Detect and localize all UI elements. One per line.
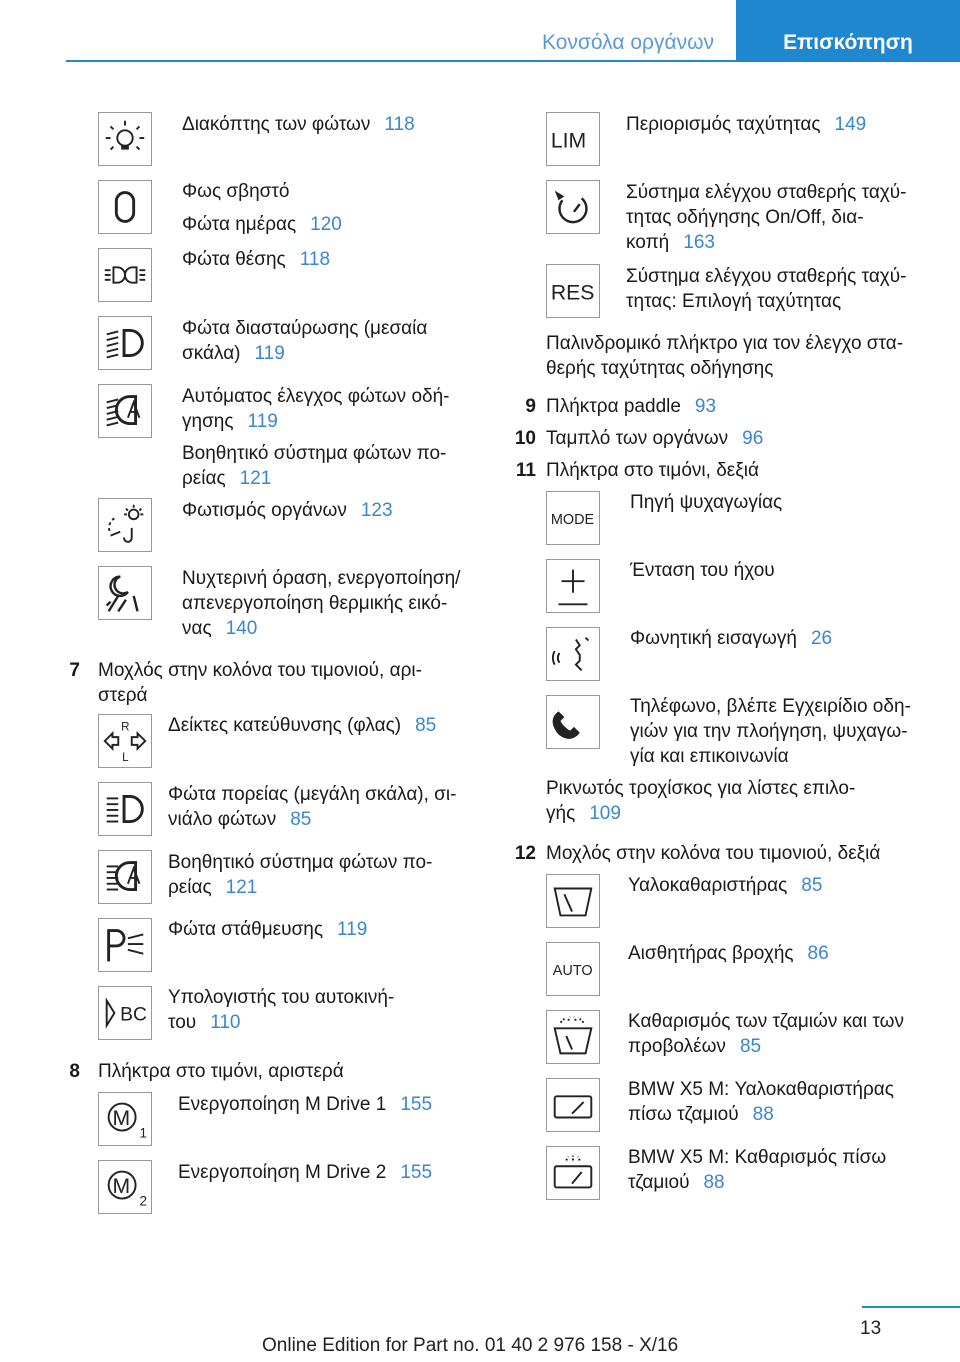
item-text: νας bbox=[182, 618, 212, 639]
page-ref: 93 bbox=[694, 396, 717, 417]
item-text: Παλινδρομικό πλήκτρο για τον έλεγχο στα- bbox=[546, 333, 904, 354]
item-text: τητας οδήγησης On/Off, δια- bbox=[626, 207, 864, 228]
light-off-icon bbox=[98, 180, 152, 234]
page-ref: 85 bbox=[739, 1036, 762, 1057]
item-text: απενεργοποίηση θερμικής εικό- bbox=[182, 593, 448, 614]
voice-input-icon bbox=[546, 627, 600, 681]
item-text: BMW X5 M: Καθαρισμός πίσω bbox=[628, 1147, 887, 1168]
item-text: Αισθητήρας βροχής bbox=[628, 943, 794, 964]
page-ref: 123 bbox=[360, 500, 393, 521]
section-heading: Μοχλός στην κολόνα του τιμονιού, δεξιά bbox=[546, 843, 881, 864]
item-text: γησης bbox=[182, 411, 234, 432]
page-ref: 119 bbox=[254, 343, 285, 364]
section-number: 8 bbox=[69, 1061, 80, 1082]
item-text: ρείας bbox=[168, 877, 212, 898]
page-ref: 140 bbox=[225, 618, 258, 639]
volume-icon bbox=[546, 559, 600, 613]
bc-icon bbox=[98, 986, 152, 1040]
item-text: Βοηθητικό σύστημα φώτων πο- bbox=[168, 852, 433, 873]
item-text: Φώτα πορείας (μεγάλη σκάλα), σι- bbox=[168, 784, 457, 805]
svg-text:R: R bbox=[121, 721, 130, 734]
turn-signal-icon bbox=[98, 714, 152, 768]
section-title: Κονσόλα οργάνων bbox=[542, 31, 714, 54]
item-text: Φώτα διασταύρωσης (μεσαία bbox=[182, 318, 428, 339]
item-text: Καθαρισμός των τζαμιών και των bbox=[628, 1011, 904, 1032]
page-ref: 120 bbox=[310, 214, 342, 235]
section-heading: Μοχλός στην κολόνα του τιμονιού, αρι- bbox=[98, 660, 422, 681]
item-text: Αυτόματος έλεγχος φώτων οδή- bbox=[182, 386, 450, 407]
item-text: Φώτα στάθμευσης bbox=[168, 919, 323, 940]
parking-light-icon bbox=[98, 918, 152, 972]
svg-text:RES: RES bbox=[550, 281, 595, 305]
item-text: Υαλοκαθαριστήρας bbox=[628, 875, 788, 896]
page-ref: 110 bbox=[210, 1012, 241, 1033]
page-ref: 121 bbox=[225, 877, 258, 898]
item-text: Υπολογιστής του αυτοκινή- bbox=[168, 987, 395, 1008]
light-switch-icon bbox=[98, 112, 152, 166]
mode-icon bbox=[546, 491, 600, 545]
section-heading: Πλήκτρα στο τιμόνι, αριστερά bbox=[98, 1061, 344, 1082]
page-ref: 163 bbox=[683, 232, 715, 253]
svg-text:MODE: MODE bbox=[550, 511, 595, 528]
page-ref: 88 bbox=[703, 1172, 725, 1193]
item-text: Σύστημα ελέγχου σταθερής ταχύ- bbox=[626, 182, 907, 203]
item-text: κοπή bbox=[626, 232, 670, 253]
parking-lights-icon bbox=[98, 248, 152, 302]
section-number: 10 bbox=[514, 428, 536, 449]
page-ref: 86 bbox=[807, 943, 829, 964]
page-ref: 85 bbox=[290, 809, 312, 830]
cruise-control-icon bbox=[546, 180, 600, 234]
res-icon bbox=[546, 264, 600, 318]
item-text: Διακόπτης των φώτων bbox=[182, 114, 371, 135]
page-ref: 118 bbox=[384, 114, 415, 135]
item-text: Φώτα θέσης bbox=[182, 249, 286, 270]
item-text: Ταμπλό των οργάνων bbox=[546, 428, 729, 449]
wiper-icon bbox=[546, 874, 600, 928]
bc-icon-label: BC bbox=[120, 1004, 147, 1026]
low-beam-icon bbox=[98, 316, 152, 370]
item-text: Σύστημα ελέγχου σταθερής ταχύ- bbox=[626, 266, 907, 287]
section-heading: Πλήκτρα στο τιμόνι, δεξιά bbox=[546, 460, 759, 481]
page-ref: 26 bbox=[810, 628, 833, 649]
item-text: Φωτισμός οργάνων bbox=[182, 500, 347, 521]
header-rule bbox=[66, 60, 960, 62]
section-number: 7 bbox=[69, 660, 80, 681]
item-text: Ένταση του ήχου bbox=[630, 560, 775, 581]
night-vision-icon bbox=[98, 566, 152, 620]
section-number: 11 bbox=[515, 460, 536, 481]
washer-icon bbox=[546, 1010, 600, 1064]
svg-text:M: M bbox=[112, 1174, 131, 1198]
item-text: τητας: Επιλογή ταχύτητας bbox=[626, 291, 842, 312]
lim-icon bbox=[546, 112, 600, 166]
item-text: Φωνητική εισαγωγή bbox=[630, 628, 797, 649]
page-number: 13 bbox=[860, 1318, 882, 1339]
item-text: Φώτα ημέρας bbox=[182, 214, 297, 235]
page-ref: 155 bbox=[400, 1162, 433, 1183]
page-ref: 119 bbox=[247, 411, 278, 432]
section-heading: στερά bbox=[98, 685, 148, 706]
m1-icon bbox=[98, 1092, 152, 1146]
page-ref: 118 bbox=[299, 249, 331, 270]
item-text: Ρικνωτός τροχίσκος για λίστες επιλο- bbox=[546, 778, 856, 799]
phone-icon bbox=[546, 695, 600, 749]
svg-text:M: M bbox=[112, 1106, 131, 1130]
item-text: Ενεργοποίηση M Drive 1 bbox=[178, 1094, 387, 1115]
item-text: Περιορισμός ταχύτητας bbox=[626, 114, 821, 135]
page-ref: 119 bbox=[337, 919, 368, 940]
page-ref: 149 bbox=[834, 114, 867, 135]
page-ref: 109 bbox=[589, 803, 621, 824]
item-text: Φως σβηστό bbox=[182, 181, 290, 202]
high-beam-assist-icon bbox=[98, 850, 152, 904]
item-text: γής bbox=[546, 803, 576, 824]
instrument-lighting-icon bbox=[98, 498, 152, 552]
item-text: BMW X5 M: Υαλοκαθαριστήρας bbox=[628, 1079, 894, 1100]
svg-text:LIM: LIM bbox=[550, 129, 587, 153]
item-text: Τηλέφωνο, βλέπε Εγχειρίδιο οδη- bbox=[630, 696, 911, 717]
section-number: 12 bbox=[514, 843, 536, 864]
svg-text:AUTO: AUTO bbox=[552, 962, 593, 979]
page-header bbox=[0, 0, 960, 62]
auto-icon bbox=[546, 942, 600, 996]
page-ref: 121 bbox=[239, 468, 272, 489]
item-text: Δείκτες κατεύθυνσης (φλας) bbox=[168, 715, 402, 736]
svg-text:2: 2 bbox=[139, 1193, 147, 1209]
item-text: θερής ταχύτητας οδήγησης bbox=[546, 358, 774, 379]
item-text: Ενεργοποίηση M Drive 2 bbox=[178, 1162, 387, 1183]
item-text: ρείας bbox=[182, 468, 226, 489]
svg-text:L: L bbox=[122, 752, 129, 765]
m2-icon bbox=[98, 1160, 152, 1214]
page-ref: 85 bbox=[801, 875, 823, 896]
section-number: 9 bbox=[525, 396, 536, 417]
item-text: Πηγή ψυχαγωγίας bbox=[630, 492, 783, 513]
page-ref: 96 bbox=[742, 428, 764, 449]
item-text: τζαμιού bbox=[628, 1172, 690, 1193]
page-ref: 88 bbox=[752, 1104, 774, 1125]
item-text: γία και επικοινωνία bbox=[630, 746, 789, 767]
item-text: νιάλο φώτων bbox=[168, 809, 277, 830]
page-ref: 155 bbox=[400, 1094, 433, 1115]
high-beam-icon bbox=[98, 782, 152, 836]
item-text: πίσω τζαμιού bbox=[628, 1104, 739, 1125]
item-text: γιών για την πλοήγηση, ψυχαγω- bbox=[630, 721, 908, 742]
subsection-tab: Επισκόπηση bbox=[736, 0, 960, 62]
item-text: Πλήκτρα paddle bbox=[546, 396, 681, 417]
item-text: προβολέων bbox=[628, 1036, 726, 1057]
item-text: του bbox=[168, 1012, 197, 1033]
item-text: Νυχτερινή όραση, ενεργοποίηση/ bbox=[182, 568, 461, 589]
item-text: Βοηθητικό σύστημα φώτων πο- bbox=[182, 443, 447, 464]
page-ref: 85 bbox=[415, 715, 437, 736]
auto-headlight-icon bbox=[98, 384, 152, 438]
rear-wiper-icon bbox=[546, 1078, 600, 1132]
rear-washer-icon bbox=[546, 1146, 600, 1200]
item-text: σκάλα) bbox=[182, 343, 241, 364]
svg-text:1: 1 bbox=[139, 1125, 147, 1141]
edition-note: Online Edition for Part no. 01 40 2 976 158 - X/16 bbox=[262, 1335, 679, 1356]
footer-rule bbox=[862, 1306, 960, 1308]
